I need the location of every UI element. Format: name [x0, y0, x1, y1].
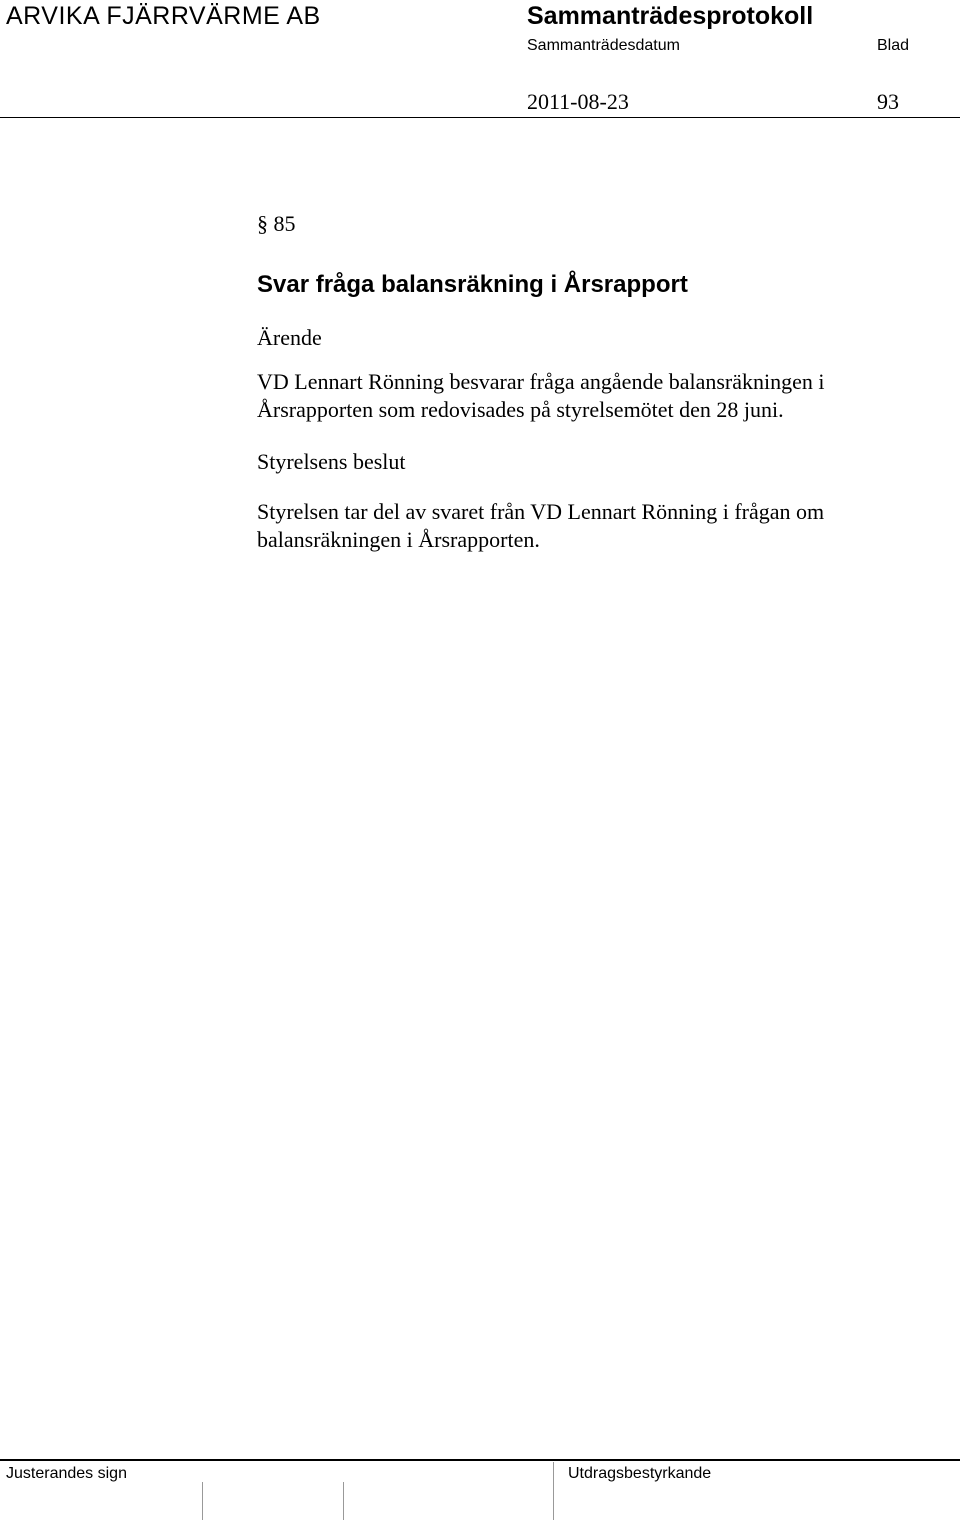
signature-box-divider: [202, 1482, 203, 1520]
meeting-date-label: Sammanträdesdatum: [527, 37, 680, 54]
sheet-number: 93: [877, 89, 899, 114]
meeting-date: 2011-08-23: [527, 89, 629, 114]
footer-column-divider: [553, 1462, 554, 1520]
footer-divider: [0, 1459, 960, 1461]
signature-box-divider: [343, 1482, 344, 1520]
minutes-section: [257, 210, 937, 554]
paragraph-number: § 85: [257, 211, 296, 236]
section-title: Svar fråga balansräkning i Årsrapport: [257, 271, 688, 298]
decision-heading: Styrelsens beslut: [257, 449, 406, 474]
matter-heading: Ärende: [257, 325, 322, 350]
organization-name: ARVIKA FJÄRRVÄRME AB: [6, 2, 321, 30]
sheet-label: Blad: [877, 37, 910, 54]
header-divider: [0, 117, 960, 118]
extract-certification-label: Utdragsbestyrkande: [568, 1465, 712, 1482]
decision-text: Styrelsen tar del av svaret från VD Lennart Rönning i frågan om balansräkningen i Årsrapporten.: [257, 499, 825, 552]
document-type: Sammanträdesprotokoll: [527, 2, 814, 30]
signature-label: Justerandes sign: [6, 1465, 127, 1482]
matter-text: VD Lennart Rönning besvarar fråga angående balansräkningen i Årsrapporten som redovisades på styrelsemötet den 28 juni.: [257, 369, 825, 422]
